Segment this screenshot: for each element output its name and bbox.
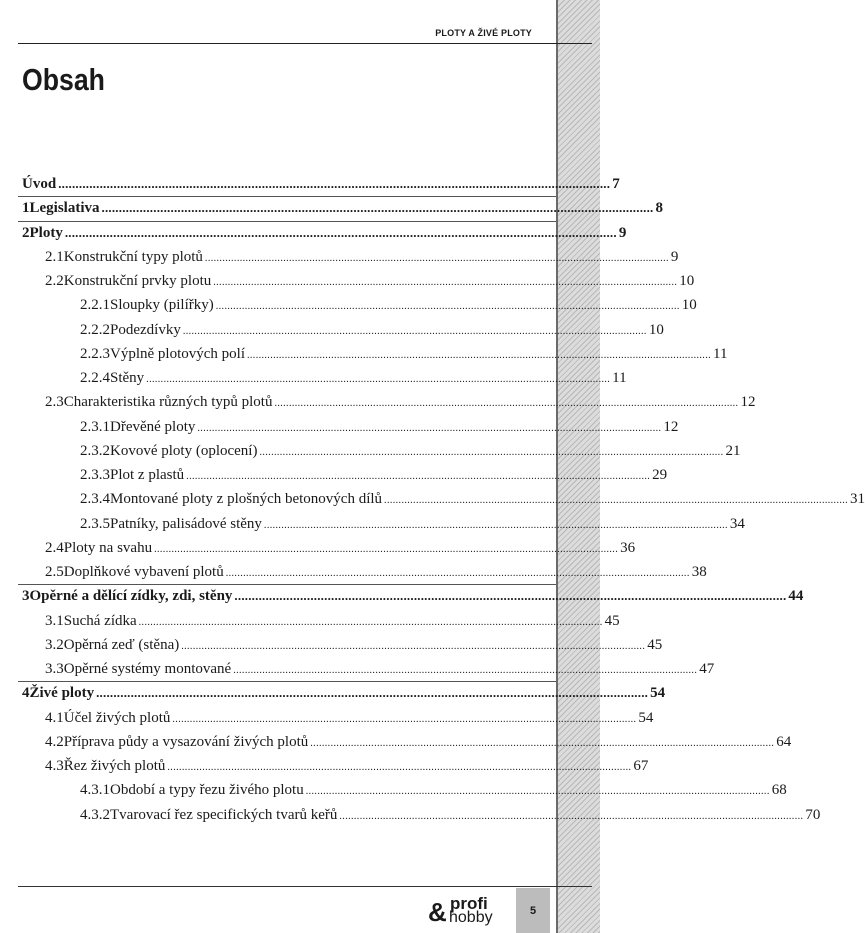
toc-entry[interactable]	[80, 297, 697, 321]
toc-entry[interactable]	[80, 782, 787, 806]
toc-entry-title: Ploty	[29, 224, 63, 241]
toc-entry[interactable]	[45, 248, 679, 273]
toc-entry-title: Legislativa	[29, 200, 100, 217]
toc-entry[interactable]	[22, 224, 627, 249]
toc-entry-page: 47	[699, 661, 715, 677]
toc-entry[interactable]	[22, 685, 666, 709]
toc-leader-dots: ................................................................................................................................................................	[181, 640, 646, 652]
toc-entry-number: 2.2.3	[80, 345, 110, 362]
toc-entry-title: Montované ploty z plošných betonových dílů	[110, 491, 383, 508]
toc-entry-page: 29	[652, 467, 668, 483]
toc-entry-title: Tvarovací řez specifických tvarů keřů	[110, 806, 338, 823]
toc-leader-dots: ................................................................................................................................................................	[186, 471, 651, 482]
chapter-separator	[18, 584, 556, 585]
toc-entry-number: 2.3.2	[80, 442, 110, 459]
toc-entry-page: 70	[805, 806, 821, 823]
toc-entry-number: 2.4	[45, 539, 64, 556]
toc-leader-dots: ................................................................................................................................................................	[182, 325, 647, 337]
toc-entry-title: Podezdívky	[110, 321, 181, 338]
toc-leader-dots: ................................................................................................................................................................	[339, 810, 804, 822]
toc-entry-number: 2.2.4	[80, 370, 110, 386]
toc-entry-title: Charakteristika různých typů plotů	[63, 394, 273, 411]
toc-entry[interactable]	[45, 273, 695, 297]
toc-entry-title: Ploty na svahu	[63, 539, 153, 556]
toc-entry-page: 68	[771, 782, 787, 799]
chapter-separator	[18, 221, 556, 222]
toc-entry-page: 8	[655, 200, 663, 217]
toc-entry-title: Plot z plastů	[110, 467, 185, 483]
toc-entry-title: Kovové ploty (oplocení)	[110, 442, 258, 459]
toc-entry[interactable]	[80, 370, 627, 394]
page-title: Obsah	[22, 62, 105, 97]
toc-entry-number: 4.2	[45, 733, 64, 750]
toc-entry-page: 11	[713, 345, 728, 362]
toc-entry-title: Opěrné a dělící zídky, zdi, stěny	[29, 588, 233, 605]
toc-leader-dots: ................................................................................................................................................................	[234, 588, 787, 604]
toc-entry-title: Období a typy řezu živého plotu	[110, 782, 304, 799]
toc-entry-title: Výplně plotových polí	[110, 345, 245, 362]
toc-entry-number: 2.2.2	[80, 321, 110, 338]
toc-entry[interactable]	[80, 345, 728, 370]
toc-leader-dots: ................................................................................................................................................................	[259, 446, 724, 458]
toc-entry-page: 10	[648, 321, 664, 338]
toc-entry[interactable]	[22, 588, 804, 612]
toc-entry-number: 2.5	[45, 564, 64, 580]
logo-hobby: hobby	[449, 909, 493, 926]
toc-entry-number: 3.1	[45, 612, 64, 629]
toc-entry-number: 2.3.3	[80, 467, 110, 483]
toc-leader-dots: ................................................................................................................................................................	[274, 398, 739, 410]
toc-entry[interactable]	[45, 539, 636, 564]
toc-entry-page: 31	[850, 491, 865, 508]
toc-entry-number: 2.2.1	[80, 297, 110, 314]
toc-leader-dots: ................................................................................................................................................................	[138, 616, 603, 628]
toc-entry[interactable]	[45, 636, 663, 661]
toc-entry-page: 45	[604, 612, 620, 629]
toc-leader-dots: ................................................................................................................................................................	[101, 200, 654, 216]
toc-entry-title: Patníky, palisádové stěny	[110, 515, 262, 532]
toc-entry-page: 9	[670, 248, 679, 265]
toc-entry[interactable]	[45, 758, 649, 782]
toc-leader-dots: ................................................................................................................................................................	[215, 301, 680, 313]
toc-entry[interactable]	[80, 321, 664, 346]
toc-entry-number: 1	[22, 200, 30, 217]
toc-entry[interactable]	[45, 709, 654, 734]
toc-entry-title: Úvod	[22, 176, 57, 192]
toc-entry-title: Řez živých plotů	[63, 758, 166, 774]
toc-entry-number: 3	[22, 588, 30, 605]
toc-entry-number: 3.2	[45, 636, 64, 653]
running-header: PLOTY A ŽIVÉ PLOTY	[435, 28, 532, 38]
toc-entry-title: Sloupky (pilířky)	[110, 297, 214, 314]
toc-leader-dots: ................................................................................................................................................................	[384, 495, 849, 507]
toc-entry-title: Suchá zídka	[63, 612, 137, 629]
toc-entry-title: Konstrukční prvky plotu	[63, 273, 212, 289]
header-rule	[18, 43, 592, 44]
chapter-separator	[18, 681, 556, 682]
toc-entry-title: Stěny	[110, 370, 145, 386]
toc-leader-dots: ................................................................................................................................................................	[233, 665, 698, 676]
toc-entry-title: Živé ploty	[29, 685, 95, 702]
chapter-separator	[18, 196, 556, 197]
toc-entry-title: Opěrná zeď (stěna)	[63, 636, 180, 653]
logo-profi: profi	[450, 894, 488, 913]
toc-leader-dots: ................................................................................................................................................................	[204, 252, 669, 264]
toc-entry-number: 4.1	[45, 709, 64, 726]
toc-entry-number: 2.3	[45, 394, 64, 411]
toc-entry-page: 67	[633, 758, 649, 774]
toc-entry-title: Konstrukční typy plotů	[63, 248, 203, 265]
toc-entry-page: 34	[729, 515, 745, 532]
toc-entry-page: 10	[681, 297, 697, 314]
toc-leader-dots: ................................................................................................................................................................	[96, 685, 649, 701]
toc-entry-number: 2.3.1	[80, 418, 110, 435]
toc-leader-dots: ................................................................................................................................................................	[172, 713, 637, 725]
toc-entry-number: 4.3.2	[80, 806, 110, 823]
footer-rule	[18, 886, 592, 887]
toc-entry-number: 4	[22, 685, 30, 702]
toc-leader-dots: ................................................................................................................................................................	[167, 762, 632, 773]
toc-entry-page: 36	[620, 539, 636, 556]
toc-leader-dots: ................................................................................................................................................................	[58, 176, 611, 191]
toc-entry-number: 2	[22, 224, 30, 241]
toc-entry-page: 12	[663, 418, 679, 435]
toc-leader-dots: ................................................................................................................................................................	[197, 422, 662, 434]
toc-entry-page: 9	[618, 224, 627, 241]
toc-leader-dots: ................................................................................................................................................................	[154, 543, 619, 555]
toc-entry[interactable]	[80, 467, 668, 491]
toc-entry-title: Příprava půdy a vysazování živých plotů	[63, 733, 309, 750]
toc-entry-number: 4.3	[45, 758, 64, 774]
toc-entry-page: 12	[740, 394, 756, 411]
toc-entry-page: 54	[638, 709, 654, 726]
toc-entry[interactable]	[80, 418, 679, 443]
toc-leader-dots: ................................................................................................................................................................	[263, 519, 728, 531]
toc-entry-number: 3.3	[45, 661, 64, 677]
toc-entry-page: 64	[776, 733, 792, 750]
toc-entry-number: 2.3.4	[80, 491, 110, 508]
toc-leader-dots: ................................................................................................................................................................	[64, 224, 617, 240]
logo-ampersand: &	[428, 897, 447, 927]
toc-entry[interactable]	[80, 491, 865, 515]
toc-entry-page: 54	[650, 685, 666, 702]
toc-entry[interactable]	[80, 515, 745, 540]
toc-entry[interactable]	[45, 394, 756, 418]
toc-entry-page: 7	[612, 176, 620, 192]
publisher-logo	[428, 894, 508, 930]
toc-leader-dots: ................................................................................................................................................................	[305, 786, 770, 798]
toc-entry-number: 2.2	[45, 273, 64, 289]
toc-leader-dots: ................................................................................................................................................................	[225, 568, 690, 579]
toc-entry[interactable]	[45, 612, 620, 637]
toc-leader-dots: ................................................................................................................................................................	[146, 374, 611, 385]
toc-entry-page: 44	[788, 588, 804, 605]
toc-entry-page: 11	[612, 370, 627, 386]
toc-entry-page: 45	[647, 636, 663, 653]
toc-entry-title: Opěrné systémy montované	[63, 661, 232, 677]
toc-entry-page: 38	[691, 564, 707, 580]
toc-entry-number: 2.3.5	[80, 515, 110, 532]
toc-entry-title: Účel živých plotů	[63, 709, 171, 726]
toc-entry[interactable]	[80, 806, 821, 831]
toc-entry-number: 4.3.1	[80, 782, 110, 799]
toc-entry[interactable]	[80, 442, 741, 467]
toc-entry-page: 21	[725, 442, 741, 459]
toc-entry-number: 2.1	[45, 248, 64, 265]
page-number: 5	[516, 888, 550, 933]
toc-entry-title: Doplňkové vybavení plotů	[63, 564, 224, 580]
toc-entry-page: 10	[679, 273, 695, 289]
toc-leader-dots: ................................................................................................................................................................	[247, 349, 711, 361]
toc-entry[interactable]	[45, 733, 792, 758]
toc-entry-title: Dřevěné ploty	[110, 418, 196, 435]
toc-leader-dots: ................................................................................................................................................................	[310, 737, 775, 749]
toc-leader-dots: ................................................................................................................................................................	[213, 277, 678, 288]
